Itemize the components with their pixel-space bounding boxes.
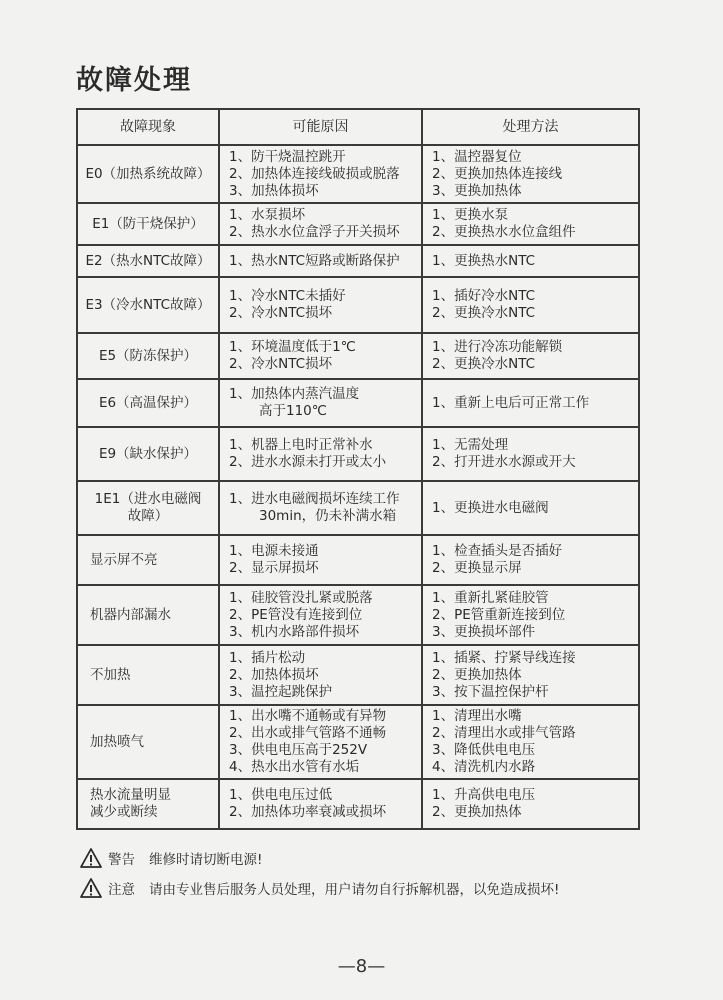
cause-line: 2、加热体功率衰减或损坏 — [229, 804, 387, 820]
solution-line: 2、更换加热体 — [432, 666, 522, 683]
cause-line: 1、供电电压过低 — [229, 787, 333, 803]
solution-line: 1、重新扎紧硅胶管 — [432, 589, 549, 606]
symptom-line: E9（缺水保护） — [98, 445, 198, 462]
cause-line: 1、插片松动 — [229, 649, 306, 666]
table-row — [77, 535, 639, 585]
solution-line: 1、重新上电后可正常工作 — [432, 394, 590, 411]
cause-line: 1、电源未接通 — [229, 543, 319, 559]
solution-cell — [422, 333, 639, 379]
symptom-cell — [77, 333, 219, 379]
cause-line: 2、冷水NTC损坏 — [229, 356, 333, 372]
symptom-cell — [77, 379, 219, 427]
symptom-cell — [77, 705, 219, 779]
cause-line: 2、出水或排气管路不通畅 — [229, 725, 387, 741]
table-row — [77, 145, 639, 203]
cause-line: 1、出水嘴不通畅或有异物 — [229, 708, 387, 724]
cause-cell — [219, 427, 422, 481]
solution-line: 2、打开进水水源或开大 — [432, 454, 576, 470]
solution-cell — [422, 145, 639, 203]
cause-cell — [219, 645, 422, 705]
table-row — [77, 645, 639, 705]
cause-cell — [219, 585, 422, 645]
symptom-cell — [77, 779, 219, 829]
cause-cell — [219, 203, 422, 245]
warning-text: 维修时请切断电源! — [149, 852, 263, 868]
cause-line: 1、防干烧温控跳开 — [229, 148, 346, 165]
symptom-line: 1E1（进水电磁阀 — [94, 491, 202, 507]
cause-line: 1、热水NTC短路或断路保护 — [229, 252, 400, 269]
symptom-cell — [77, 645, 219, 705]
solution-cell — [422, 585, 639, 645]
warning-triangle-icon — [80, 848, 102, 868]
symptom-cell — [77, 145, 219, 203]
cause-line: 2、加热体损坏 — [229, 666, 319, 683]
fault-table — [76, 108, 640, 830]
solution-line: 2、清理出水或排气管路 — [432, 725, 576, 741]
solution-line: 2、更换显示屏 — [432, 560, 522, 576]
symptom-cell — [77, 245, 219, 277]
page-title: 故障处理 — [76, 65, 192, 96]
solution-line: 3、更换加热体 — [432, 182, 522, 199]
solution-line: 1、升高供电电压 — [432, 787, 536, 803]
header-symptom: 故障现象 — [77, 109, 219, 145]
cause-line: 3、加热体损坏 — [229, 182, 319, 199]
symptom-cell — [77, 427, 219, 481]
solution-line: 1、温控器复位 — [432, 148, 522, 165]
solution-cell — [422, 535, 639, 585]
cause-line: 1、进水电磁阀损坏连续工作 — [229, 491, 400, 507]
table-row — [77, 481, 639, 535]
solution-line: 2、更换加热体 — [432, 804, 522, 820]
cause-cell — [219, 333, 422, 379]
symptom-line: E5（防冻保护） — [98, 347, 198, 364]
caution-notice — [80, 878, 559, 898]
page-number: —8— — [337, 956, 386, 977]
warning-notice — [80, 848, 262, 868]
symptom-line: E3（冷水NTC故障） — [85, 296, 211, 313]
caution-label: 注意 — [108, 882, 135, 898]
solution-line: 2、更换冷水NTC — [432, 305, 536, 321]
symptom-line: E6（高温保护） — [98, 394, 198, 411]
solution-cell — [422, 379, 639, 427]
cause-line: 1、水泵损坏 — [229, 207, 306, 223]
solution-line: 2、PE管重新连接到位 — [432, 606, 566, 623]
symptom-line: E0（加热系统故障） — [85, 165, 211, 182]
table-header-row — [77, 109, 639, 145]
solution-cell — [422, 427, 639, 481]
symptom-cell — [77, 277, 219, 333]
cause-line: 3、机内水路部件损坏 — [229, 623, 360, 640]
solution-line: 2、更换冷水NTC — [432, 356, 536, 372]
symptom-line: 显示屏不亮 — [90, 551, 158, 568]
symptom-line: 机器内部漏水 — [90, 606, 171, 623]
warning-label: 警告 — [108, 852, 135, 868]
symptom-line: E1（防干烧保护） — [92, 215, 204, 232]
solution-cell — [422, 779, 639, 829]
table-row — [77, 585, 639, 645]
cause-line: 3、供电电压高于252V — [229, 742, 368, 758]
symptom-line: 不加热 — [90, 666, 131, 683]
cause-line: 1、环境温度低于1℃ — [229, 339, 356, 355]
cause-line: 1、硅胶管没扎紧或脱落 — [229, 589, 373, 606]
cause-line: 高于110℃ — [259, 403, 327, 419]
table-row — [77, 379, 639, 427]
cause-cell — [219, 481, 422, 535]
cause-line: 2、PE管没有连接到位 — [229, 606, 363, 623]
table-row — [77, 203, 639, 245]
table-row — [77, 705, 639, 779]
symptom-line: 加热喷气 — [90, 733, 144, 750]
cause-line: 3、温控起跳保护 — [229, 683, 333, 700]
table-row — [77, 333, 639, 379]
solution-line: 2、更换加热体连接线 — [432, 165, 563, 182]
cause-line: 30min，仍未补满水箱 — [259, 508, 397, 524]
header-cause: 可能原因 — [219, 109, 422, 145]
table-row — [77, 779, 639, 829]
cause-cell — [219, 379, 422, 427]
cause-cell — [219, 277, 422, 333]
cause-cell — [219, 705, 422, 779]
cause-line: 4、热水出水管有水垢 — [229, 759, 360, 775]
symptom-line: 故障） — [127, 508, 169, 524]
solution-cell — [422, 245, 639, 277]
solution-cell — [422, 705, 639, 779]
solution-line: 3、按下温控保护杆 — [432, 683, 549, 700]
symptom-cell — [77, 585, 219, 645]
solution-cell — [422, 203, 639, 245]
symptom-line: E2（热水NTC故障） — [85, 252, 211, 269]
solution-cell — [422, 645, 639, 705]
cause-line: 2、冷水NTC损坏 — [229, 305, 333, 321]
cause-line: 2、进水水源未打开或太小 — [229, 454, 387, 470]
cause-line: 2、加热体连接线破损或脱落 — [229, 165, 400, 182]
solution-line: 3、降低供电电压 — [432, 742, 536, 758]
symptom-line: 减少或断续 — [90, 804, 158, 820]
solution-line: 1、检查插头是否插好 — [432, 543, 563, 559]
symptom-cell — [77, 535, 219, 585]
solution-line: 1、更换水泵 — [432, 207, 509, 223]
cause-line: 1、加热体内蒸汽温度 — [229, 386, 360, 402]
cause-line: 1、冷水NTC未插好 — [229, 288, 346, 304]
cause-cell — [219, 779, 422, 829]
fault-table-body — [77, 145, 639, 829]
solution-line: 1、进行冷冻功能解锁 — [432, 339, 563, 355]
table-row — [77, 427, 639, 481]
cause-cell — [219, 535, 422, 585]
cause-cell — [219, 145, 422, 203]
symptom-cell — [77, 481, 219, 535]
cause-line: 2、显示屏损坏 — [229, 560, 319, 576]
cause-cell — [219, 245, 422, 277]
solution-line: 1、清理出水嘴 — [432, 708, 522, 724]
warning-triangle-icon — [80, 878, 102, 898]
solution-cell — [422, 481, 639, 535]
cause-line: 2、热水水位盒浮子开关损坏 — [229, 224, 400, 240]
cause-line: 1、机器上电时正常补水 — [229, 437, 373, 453]
solution-line: 1、无需处理 — [432, 437, 509, 453]
symptom-cell — [77, 203, 219, 245]
table-row — [77, 245, 639, 277]
solution-line: 1、插好冷水NTC — [432, 288, 536, 304]
header-solution: 处理方法 — [422, 109, 639, 145]
solution-line: 2、更换热水水位盒组件 — [432, 224, 576, 240]
solution-line: 1、更换热水NTC — [432, 252, 536, 269]
solution-line: 1、更换进水电磁阀 — [432, 499, 549, 516]
solution-line: 1、插紧、拧紧导线连接 — [432, 649, 576, 666]
symptom-line: 热水流量明显 — [90, 787, 171, 803]
solution-line: 3、更换损坏部件 — [432, 623, 536, 640]
solution-line: 4、清洗机内水路 — [432, 759, 536, 775]
solution-cell — [422, 277, 639, 333]
table-row — [77, 277, 639, 333]
caution-text: 请由专业售后服务人员处理，用户请勿自行拆解机器，以免造成损坏! — [149, 882, 560, 898]
